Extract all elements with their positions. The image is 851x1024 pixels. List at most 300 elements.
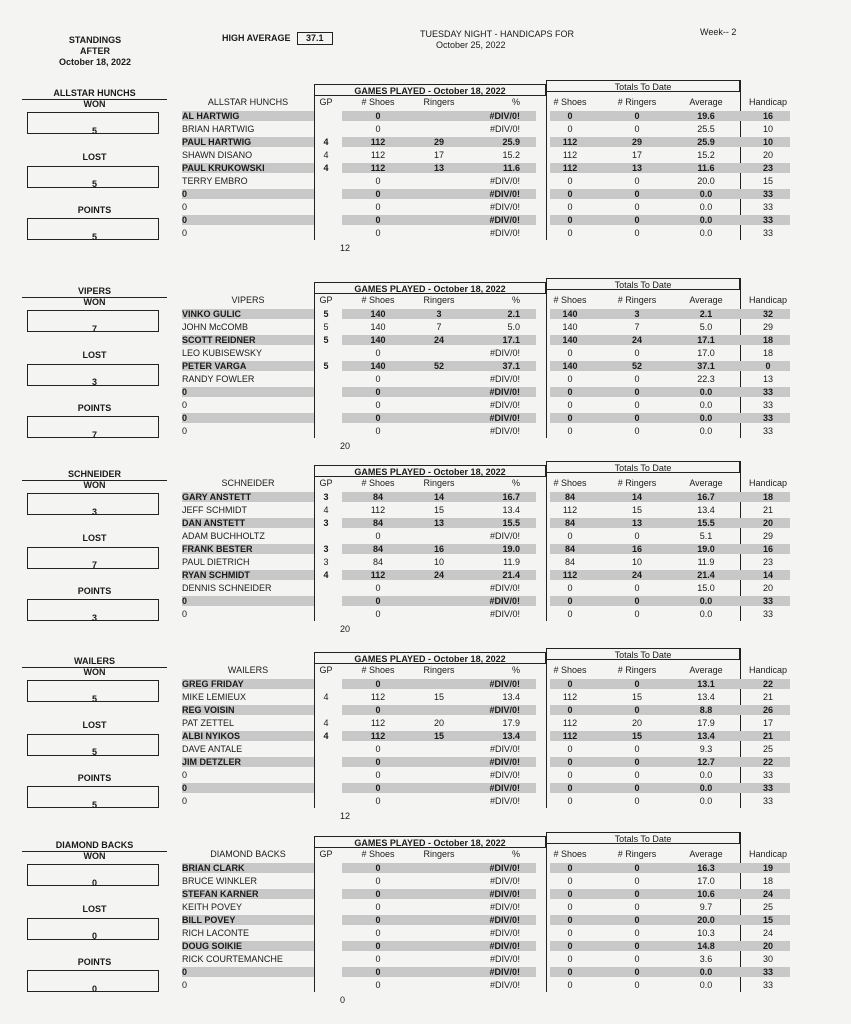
score-table <box>182 465 800 635</box>
total-ringers-cell: 0 <box>634 679 640 689</box>
title-line-1: TUESDAY NIGHT - HANDICAPS FOR <box>420 29 575 39</box>
player-name-cell: RANDY FOWLER <box>182 374 255 384</box>
col-pct-header: % <box>511 97 520 107</box>
col-gp-header: GP <box>319 295 333 305</box>
won-label: WON <box>83 480 106 490</box>
total-shoes-cell: 112 <box>562 137 578 147</box>
table-row <box>182 360 800 372</box>
percent-cell: #DIV/0! <box>489 705 520 715</box>
games-played-cell: 5 <box>323 335 329 345</box>
col-total-shoes-header: # Shoes <box>553 665 587 675</box>
average-cell: 8.8 <box>699 705 713 715</box>
shoes-cell: 84 <box>372 544 383 554</box>
shoes-cell: 140 <box>370 322 386 332</box>
ringers-cell: 29 <box>433 137 444 147</box>
total-shoes-cell: 140 <box>562 322 578 332</box>
percent-cell: #DIV/0! <box>489 783 520 793</box>
col-total-ringers-header: # Ringers <box>617 295 657 305</box>
score-table <box>182 282 800 452</box>
player-name-cell: REG VOISIN <box>182 705 235 715</box>
total-shoes-cell: 0 <box>567 889 573 899</box>
shoes-cell: 0 <box>375 215 381 225</box>
handicap-cell: 22 <box>762 757 773 767</box>
table-row <box>182 730 800 742</box>
handicap-cell: 20 <box>762 583 773 593</box>
handicap-cell: 33 <box>762 967 773 977</box>
shoes-cell: 0 <box>375 757 381 767</box>
ringers-cell: 20 <box>433 718 444 728</box>
games-played-cell: 3 <box>323 544 329 554</box>
games-count: 12 <box>340 811 351 821</box>
shoes-cell: 140 <box>370 335 386 345</box>
handicap-cell: 23 <box>762 557 773 567</box>
percent-cell: 2.1 <box>507 309 520 319</box>
total-shoes-cell: 112 <box>562 150 578 160</box>
won-value: 5 <box>91 126 97 136</box>
average-cell: 9.7 <box>699 902 713 912</box>
games-played-cell: 4 <box>323 137 329 147</box>
shoes-cell: 0 <box>375 679 381 689</box>
average-cell: 0.0 <box>699 215 713 225</box>
average-cell: 0.0 <box>699 967 713 977</box>
percent-cell: 11.9 <box>503 557 520 567</box>
table-row <box>182 386 800 398</box>
total-shoes-cell: 84 <box>564 492 575 502</box>
table-row <box>182 175 800 187</box>
col-total-ringers-header: # Ringers <box>617 478 657 488</box>
handicap-cell: 33 <box>762 609 773 619</box>
col-handicap-header: Handicap <box>748 295 788 305</box>
player-name-cell: GARY ANSTETT <box>182 492 252 502</box>
standing-team-name: VIPERS <box>22 286 167 298</box>
games-count: 20 <box>340 624 351 634</box>
ringers-cell: 15 <box>433 731 444 741</box>
average-cell: 19.0 <box>697 544 715 554</box>
score-table <box>182 652 800 822</box>
total-shoes-cell: 112 <box>562 570 578 580</box>
player-name-cell: RICK COURTEMANCHE <box>182 954 283 964</box>
percent-cell: #DIV/0! <box>489 426 520 436</box>
col-pct-header: % <box>511 665 520 675</box>
handicap-cell: 21 <box>762 505 773 515</box>
total-ringers-cell: 13 <box>631 163 642 173</box>
percent-cell: #DIV/0! <box>489 954 520 964</box>
total-ringers-cell: 0 <box>634 757 640 767</box>
handicap-cell: 0 <box>765 361 771 371</box>
table-row <box>182 595 800 607</box>
player-name-cell: 0 <box>182 980 188 990</box>
percent-cell: #DIV/0! <box>489 413 520 423</box>
table-row <box>182 308 800 320</box>
total-ringers-cell: 0 <box>634 387 640 397</box>
games-played-cell: 5 <box>323 322 329 332</box>
shoes-cell: 0 <box>375 941 381 951</box>
player-name-cell: 0 <box>182 202 188 212</box>
player-name-cell: JOHN McCOMB <box>182 322 248 332</box>
average-cell: 16.3 <box>697 863 715 873</box>
points-value: 3 <box>91 613 97 623</box>
player-name-cell: SCOTT REIDNER <box>182 335 256 345</box>
lost-value: 5 <box>91 747 97 757</box>
ringers-cell: 17 <box>433 150 444 160</box>
average-cell: 0.0 <box>699 387 713 397</box>
average-cell: 20.0 <box>697 176 715 186</box>
ringers-cell: 16 <box>433 544 444 554</box>
handicap-cell: 25 <box>762 902 773 912</box>
total-shoes-cell: 0 <box>567 915 573 925</box>
handicap-cell: 21 <box>762 692 773 702</box>
team-block <box>0 84 851 264</box>
col-total-ringers-header: # Ringers <box>617 665 657 675</box>
player-name-cell: 0 <box>182 189 188 199</box>
shoes-cell: 0 <box>375 889 381 899</box>
totals-title: Totals To Date <box>546 278 740 290</box>
games-played-cell: 4 <box>323 150 329 160</box>
table-row <box>182 888 800 900</box>
team-name-header: SCHNEIDER <box>221 478 275 488</box>
totals-title: Totals To Date <box>546 648 740 660</box>
handicap-cell: 20 <box>762 518 773 528</box>
col-gp-header: GP <box>319 478 333 488</box>
handicap-cell: 21 <box>762 731 773 741</box>
handicap-cell: 33 <box>762 796 773 806</box>
col-handicap-header: Handicap <box>748 849 788 859</box>
average-cell: 3.6 <box>699 954 713 964</box>
total-ringers-cell: 52 <box>631 361 642 371</box>
average-cell: 0.0 <box>699 980 713 990</box>
handicap-cell: 24 <box>762 889 773 899</box>
percent-cell: #DIV/0! <box>489 583 520 593</box>
player-name-cell: KEITH POVEY <box>182 902 243 912</box>
handicap-cell: 16 <box>762 544 773 554</box>
table-row <box>182 399 800 411</box>
average-cell: 15.0 <box>697 583 715 593</box>
total-shoes-cell: 112 <box>562 505 578 515</box>
total-shoes-cell: 0 <box>567 189 573 199</box>
col-average-header: Average <box>689 295 723 305</box>
games-played-cell: 3 <box>323 557 329 567</box>
average-cell: 5.0 <box>699 322 713 332</box>
col-pct-header: % <box>511 478 520 488</box>
percent-cell: #DIV/0! <box>489 757 520 767</box>
player-name-cell: DAN ANSTETT <box>182 518 246 528</box>
points-label: POINTS <box>77 403 112 413</box>
player-name-cell: PAUL HARTWIG <box>182 137 252 147</box>
table-row <box>182 517 800 529</box>
totals-title: Totals To Date <box>546 80 740 92</box>
table-row <box>182 608 800 620</box>
games-played-cell: 4 <box>323 731 329 741</box>
total-ringers-cell: 10 <box>631 557 642 567</box>
shoes-cell: 0 <box>375 796 381 806</box>
average-cell: 0.0 <box>699 609 713 619</box>
average-cell: 20.0 <box>697 915 715 925</box>
percent-cell: #DIV/0! <box>489 176 520 186</box>
title-line-2: October 25, 2022 <box>436 40 506 50</box>
total-shoes-cell: 0 <box>567 980 573 990</box>
total-shoes-cell: 0 <box>567 387 573 397</box>
table-row <box>182 782 800 794</box>
points-label: POINTS <box>77 957 112 967</box>
percent-cell: #DIV/0! <box>489 531 520 541</box>
handicap-cell: 16 <box>762 111 773 121</box>
col-gp-header: GP <box>319 97 333 107</box>
handicap-cell: 10 <box>762 124 773 134</box>
ringers-cell: 24 <box>433 570 444 580</box>
handicap-cell: 30 <box>762 954 773 964</box>
total-ringers-cell: 20 <box>631 718 642 728</box>
points-value: 7 <box>91 430 97 440</box>
standing-team-name: SCHNEIDER <box>22 469 167 481</box>
shoes-cell: 0 <box>375 531 381 541</box>
won-label: WON <box>83 667 106 677</box>
handicap-cell: 22 <box>762 679 773 689</box>
player-name-cell: BRIAN HARTWIG <box>182 124 255 134</box>
ringers-cell: 13 <box>433 163 444 173</box>
handicap-cell: 18 <box>762 492 773 502</box>
player-name-cell: 0 <box>182 426 188 436</box>
percent-cell: 21.4 <box>502 570 520 580</box>
handicap-cell: 33 <box>762 202 773 212</box>
col-handicap-header: Handicap <box>748 478 788 488</box>
handicap-cell: 29 <box>762 531 773 541</box>
total-ringers-cell: 13 <box>631 518 642 528</box>
total-ringers-cell: 0 <box>634 189 640 199</box>
total-ringers-cell: 0 <box>634 426 640 436</box>
shoes-cell: 0 <box>375 387 381 397</box>
average-cell: 19.6 <box>697 111 715 121</box>
table-row <box>182 743 800 755</box>
total-ringers-cell: 0 <box>634 348 640 358</box>
games-played-cell: 5 <box>323 361 329 371</box>
col-ringers-header: Ringers <box>423 295 455 305</box>
games-count: 12 <box>340 243 351 253</box>
games-count: 20 <box>340 441 351 451</box>
lost-label: LOST <box>82 904 107 914</box>
points-label: POINTS <box>77 773 112 783</box>
table-row <box>182 504 800 516</box>
total-shoes-cell: 0 <box>567 583 573 593</box>
shoes-cell: 0 <box>375 705 381 715</box>
total-shoes-cell: 140 <box>562 361 578 371</box>
lost-value: 3 <box>91 377 97 387</box>
percent-cell: #DIV/0! <box>489 596 520 606</box>
percent-cell: #DIV/0! <box>489 941 520 951</box>
percent-cell: #DIV/0! <box>489 387 520 397</box>
team-block <box>0 652 851 832</box>
average-cell: 17.1 <box>697 335 715 345</box>
handicap-cell: 18 <box>762 876 773 886</box>
shoes-cell: 0 <box>375 609 381 619</box>
total-shoes-cell: 0 <box>567 954 573 964</box>
player-name-cell: BILL POVEY <box>182 915 236 925</box>
total-ringers-cell: 14 <box>631 492 642 502</box>
average-cell: 15.2 <box>697 150 715 160</box>
handicap-cell: 33 <box>762 426 773 436</box>
percent-cell: #DIV/0! <box>489 770 520 780</box>
average-cell: 2.1 <box>699 309 713 319</box>
report-title <box>420 29 620 51</box>
shoes-cell: 112 <box>370 731 386 741</box>
average-cell: 10.6 <box>697 889 715 899</box>
handicap-cell: 32 <box>762 309 773 319</box>
won-label: WON <box>83 851 106 861</box>
col-handicap-header: Handicap <box>748 97 788 107</box>
total-ringers-cell: 0 <box>634 583 640 593</box>
shoes-cell: 112 <box>370 570 386 580</box>
shoes-cell: 112 <box>370 150 386 160</box>
team-name-header: VIPERS <box>231 295 265 305</box>
col-total-shoes-header: # Shoes <box>553 295 587 305</box>
lost-value: 5 <box>91 179 97 189</box>
games-played-title: GAMES PLAYED - October 18, 2022 <box>314 465 546 477</box>
average-cell: 22.3 <box>697 374 715 384</box>
shoes-cell: 112 <box>370 692 386 702</box>
col-ringers-header: Ringers <box>423 97 455 107</box>
shoes-cell: 0 <box>375 744 381 754</box>
handicap-cell: 26 <box>762 705 773 715</box>
average-cell: 10.3 <box>697 928 715 938</box>
total-shoes-cell: 0 <box>567 941 573 951</box>
table-row <box>182 149 800 161</box>
total-ringers-cell: 0 <box>634 228 640 238</box>
handicap-cell: 18 <box>762 348 773 358</box>
total-shoes-cell: 0 <box>567 744 573 754</box>
shoes-cell: 140 <box>370 309 386 319</box>
total-ringers-cell: 0 <box>634 215 640 225</box>
handicap-cell: 25 <box>762 744 773 754</box>
player-name-cell: 0 <box>182 770 188 780</box>
average-cell: 17.0 <box>697 876 715 886</box>
shoes-cell: 140 <box>370 361 386 371</box>
player-name-cell: 0 <box>182 413 188 423</box>
total-shoes-cell: 0 <box>567 679 573 689</box>
table-row <box>182 914 800 926</box>
shoes-cell: 0 <box>375 348 381 358</box>
shoes-cell: 0 <box>375 876 381 886</box>
team-block <box>0 836 851 1016</box>
player-name-cell: 0 <box>182 228 188 238</box>
percent-cell: #DIV/0! <box>489 189 520 199</box>
total-shoes-cell: 84 <box>564 557 575 567</box>
total-shoes-cell: 112 <box>562 163 578 173</box>
lost-label: LOST <box>82 350 107 360</box>
handicap-cell: 15 <box>762 176 773 186</box>
total-shoes-cell: 0 <box>567 902 573 912</box>
handicap-cell: 33 <box>762 400 773 410</box>
handicap-cell: 33 <box>762 189 773 199</box>
shoes-cell: 0 <box>375 400 381 410</box>
table-row <box>182 875 800 887</box>
shoes-cell: 0 <box>375 583 381 593</box>
col-average-header: Average <box>689 478 723 488</box>
average-cell: 0.0 <box>699 796 713 806</box>
games-played-cell: 4 <box>323 718 329 728</box>
total-ringers-cell: 15 <box>631 505 642 515</box>
percent-cell: #DIV/0! <box>489 374 520 384</box>
col-average-header: Average <box>689 665 723 675</box>
lost-value: 0 <box>91 931 97 941</box>
player-name-cell: ADAM BUCHHOLTZ <box>182 531 265 541</box>
shoes-cell: 0 <box>375 228 381 238</box>
percent-cell: #DIV/0! <box>489 915 520 925</box>
ringers-cell: 13 <box>433 518 444 528</box>
average-cell: 13.4 <box>697 505 715 515</box>
average-cell: 9.3 <box>699 744 713 754</box>
average-cell: 0.0 <box>699 770 713 780</box>
percent-cell: #DIV/0! <box>489 400 520 410</box>
won-value: 7 <box>91 324 97 334</box>
games-played-cell: 3 <box>323 492 329 502</box>
table-row <box>182 927 800 939</box>
table-row <box>182 901 800 913</box>
percent-cell: 37.1 <box>502 361 520 371</box>
total-shoes-cell: 112 <box>562 731 578 741</box>
player-name-cell: 0 <box>182 400 188 410</box>
percent-cell: #DIV/0! <box>489 679 520 689</box>
ringers-cell: 14 <box>433 492 444 502</box>
high-average <box>222 32 333 45</box>
high-average-value: 37.1 <box>297 32 333 45</box>
table-row <box>182 940 800 952</box>
shoes-cell: 0 <box>375 426 381 436</box>
table-row <box>182 201 800 213</box>
total-shoes-cell: 0 <box>567 783 573 793</box>
player-name-cell: VINKO GULIC <box>182 309 242 319</box>
team-block <box>0 282 851 462</box>
table-row <box>182 347 800 359</box>
average-cell: 5.1 <box>699 531 713 541</box>
percent-cell: #DIV/0! <box>489 796 520 806</box>
won-label: WON <box>83 99 106 109</box>
total-ringers-cell: 0 <box>634 400 640 410</box>
team-standing <box>22 465 167 635</box>
shoes-cell: 0 <box>375 176 381 186</box>
table-row <box>182 769 800 781</box>
player-name-cell: 0 <box>182 796 188 806</box>
total-ringers-cell: 0 <box>634 176 640 186</box>
percent-cell: #DIV/0! <box>489 609 520 619</box>
total-shoes-cell: 0 <box>567 757 573 767</box>
percent-cell: #DIV/0! <box>489 202 520 212</box>
total-ringers-cell: 0 <box>634 928 640 938</box>
player-name-cell: PAUL KRUKOWSKI <box>182 163 265 173</box>
percent-cell: 13.4 <box>502 692 520 702</box>
table-row <box>182 582 800 594</box>
handicap-cell: 33 <box>762 215 773 225</box>
average-cell: 0.0 <box>699 189 713 199</box>
shoes-cell: 0 <box>375 863 381 873</box>
handicap-cell: 14 <box>762 570 773 580</box>
total-shoes-cell: 0 <box>567 111 573 121</box>
total-ringers-cell: 0 <box>634 967 640 977</box>
shoes-cell: 84 <box>372 518 383 528</box>
table-row <box>182 188 800 200</box>
col-shoes-header: # Shoes <box>361 849 395 859</box>
total-ringers-cell: 24 <box>631 335 642 345</box>
total-shoes-cell: 0 <box>567 796 573 806</box>
total-shoes-cell: 140 <box>562 309 578 319</box>
percent-cell: 15.5 <box>502 518 520 528</box>
average-cell: 16.7 <box>697 492 715 502</box>
total-shoes-cell: 0 <box>567 609 573 619</box>
average-cell: 11.9 <box>697 557 715 567</box>
handicap-cell: 13 <box>762 374 773 384</box>
shoes-cell: 0 <box>375 189 381 199</box>
average-cell: 13.4 <box>697 692 715 702</box>
table-row <box>182 543 800 555</box>
average-cell: 13.1 <box>697 679 715 689</box>
